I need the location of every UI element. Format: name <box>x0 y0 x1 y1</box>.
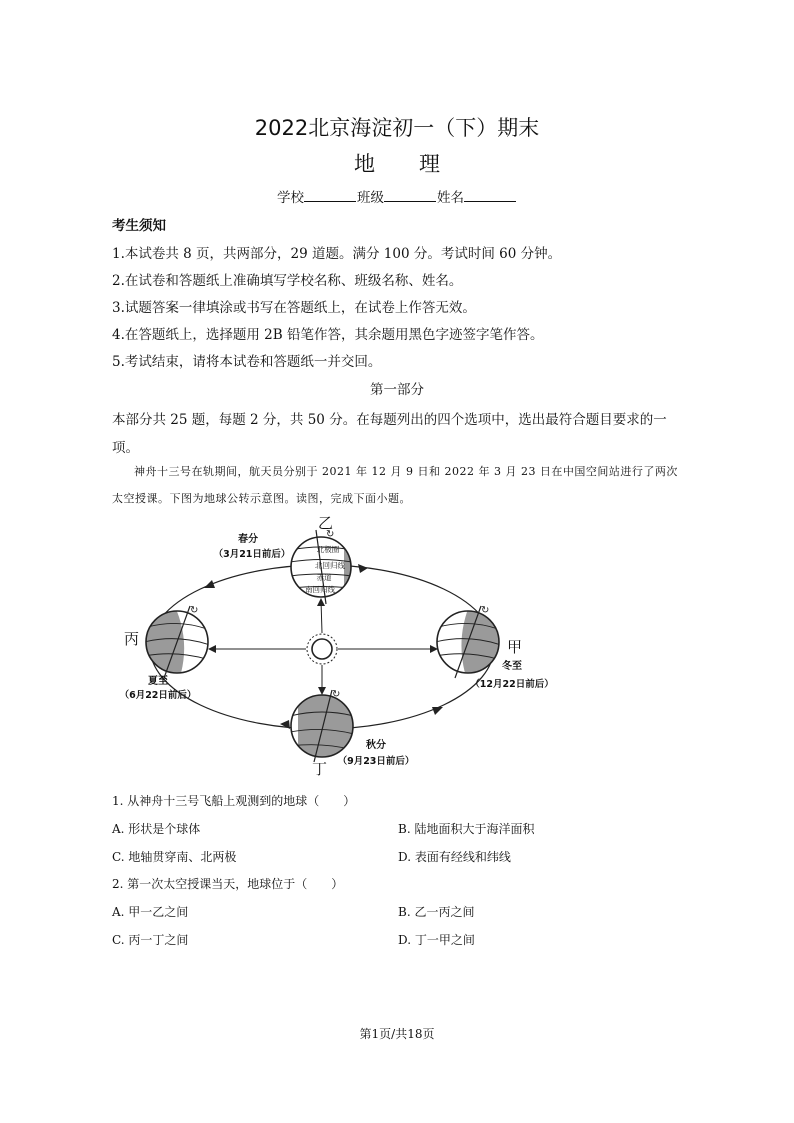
globe-jia <box>435 605 503 678</box>
arrow-head-icon <box>317 598 325 606</box>
svg-text:↻: ↻ <box>190 605 199 616</box>
question-stem: 1. 从神舟十三号飞船上观测到的地球（ ） <box>112 794 356 808</box>
label-yi: 乙 <box>318 514 334 532</box>
option-c[interactable]: C. 地轴贯穿南、北两极 <box>112 850 237 864</box>
question-intro: 神舟十三号在轨期间，航天员分别于 2021 年 12 月 9 日和 2022 年 3 月 23 日在中国空间站进行了两次太空授课。下图为地球公转示意图。读图，完成下面小题。 <box>112 465 678 505</box>
option-a[interactable]: A. 形状是个球体 <box>112 822 201 836</box>
class-label: 班级 <box>357 190 384 206</box>
globe-bing <box>144 605 212 678</box>
notice-item: 2.在试卷和答题纸上准确填写学校名称、班级名称、姓名。 <box>112 273 463 289</box>
globe-ding <box>290 689 356 762</box>
tropic-cancer-label: 北回归线 <box>315 561 345 570</box>
tropic-capricorn-label: 南回归线 <box>305 585 335 594</box>
label-jia: 甲 <box>507 638 523 656</box>
option-c[interactable]: C. 丙一丁之间 <box>112 933 189 947</box>
orbit-arrow-icon <box>432 707 443 715</box>
option-b[interactable]: B. 乙一丙之间 <box>398 905 475 919</box>
name-blank <box>464 189 516 202</box>
summer-label: 夏至 <box>148 676 168 687</box>
equator-label: 赤道 <box>316 573 332 582</box>
earth-revolution-diagram <box>100 510 580 785</box>
exam-title: 2022北京海淀初一（下）期末 <box>254 116 540 140</box>
question-stem: 2. 第一次太空授课当天，地球位于（ ） <box>112 877 344 891</box>
summer-date: （6月22日前后） <box>119 690 197 701</box>
orbit-arrow-icon <box>204 580 215 588</box>
label-ding: 丁 <box>312 760 328 778</box>
notice-item: 5.考试结束，请将本试卷和答题纸一并交回。 <box>112 354 382 370</box>
student-info-line <box>0 186 794 206</box>
svg-text:↻: ↻ <box>326 529 335 540</box>
option-d[interactable]: D. 丁一甲之间 <box>398 933 475 947</box>
spring-label: 春分 <box>238 534 258 545</box>
autumn-label: 秋分 <box>366 740 386 751</box>
spring-date: （3月21日前后） <box>213 549 291 560</box>
orbit-arrow-icon <box>358 564 368 573</box>
autumn-date: （9月23日前后） <box>337 756 415 767</box>
arrow-head-icon <box>318 687 326 695</box>
notice-item: 3.试题答案一律填涂或书写在答题纸上，在试卷上作答无效。 <box>112 300 476 316</box>
notice-heading: 考生须知 <box>112 218 166 234</box>
svg-text:↻: ↻ <box>481 605 490 616</box>
page-footer: 第1页/共18页 <box>359 1027 435 1041</box>
notice-item: 1.本试卷共 8 页，共两部分，29 道题。满分 100 分。考试时间 60 分钟。 <box>112 246 562 262</box>
arctic-circle-label: 北极圈 <box>316 545 340 554</box>
subject-char-1: 地 <box>354 152 375 176</box>
name-label: 姓名 <box>437 190 464 206</box>
notice-item: 4.在答题纸上，选择题用 2B 铅笔作答，其余题用黑色字迹签字笔作答。 <box>112 327 544 343</box>
sun-icon <box>307 634 337 664</box>
school-label: 学校 <box>277 190 304 206</box>
winter-label: 冬至 <box>502 661 522 672</box>
subject-title <box>0 148 794 178</box>
option-a[interactable]: A. 甲一乙之间 <box>112 905 189 919</box>
class-blank <box>384 189 436 202</box>
part-description: 本部分共 25 题，每题 2 分，共 50 分。在每题列出的四个选项中，选出最符合题目要求的一项。 <box>112 412 667 456</box>
school-blank <box>304 189 356 202</box>
label-bing: 丙 <box>124 630 140 648</box>
arrow-head-icon <box>208 645 216 653</box>
option-d[interactable]: D. 表面有经线和纬线 <box>398 850 511 864</box>
subject-char-2: 理 <box>419 152 440 176</box>
svg-text:↻: ↻ <box>332 689 341 700</box>
option-b[interactable]: B. 陆地面积大于海洋面积 <box>398 822 535 836</box>
part-heading: 第一部分 <box>370 382 424 398</box>
winter-date: （12月22日前后） <box>470 679 554 690</box>
